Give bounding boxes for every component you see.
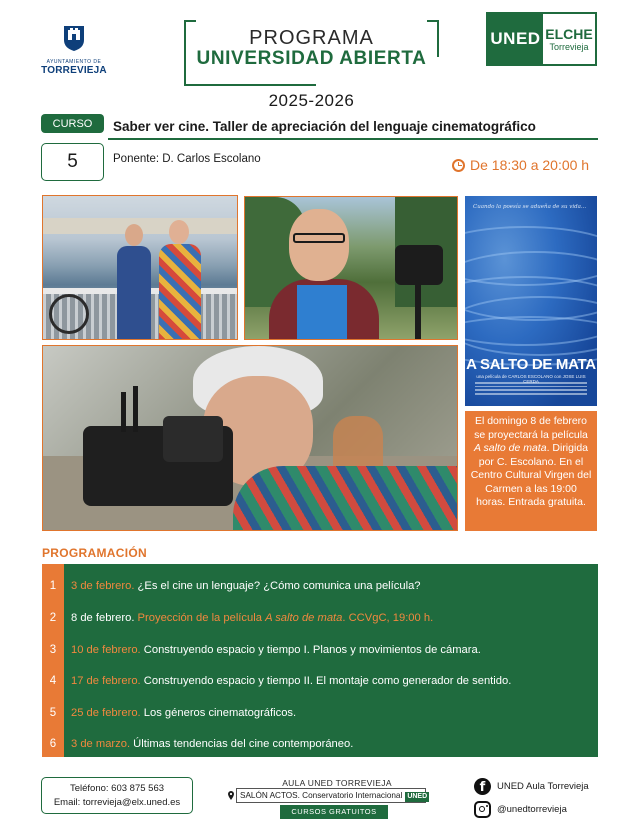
logo-name: TORREVIEJA [41, 65, 107, 76]
course-title: Saber ver cine. Taller de apreciación del lenguaje cinematográfico [113, 119, 536, 134]
academic-year: 2025-2026 [268, 91, 355, 110]
schedule [452, 157, 589, 173]
session-row [42, 602, 598, 634]
session-number: 3 [49, 644, 57, 656]
info-text-1: El domingo 8 de febrero se proyectará la película [474, 415, 588, 441]
info-text-2: . Dirigida por C. Escolano. En el Centro Cultural Virgen del Carmen a las 19:00 horas. Entrada gratuita. [470, 442, 592, 508]
session-row [42, 728, 598, 760]
schedule-text: De 18:30 a 20:00 h [470, 157, 590, 173]
instagram-icon [474, 801, 491, 818]
screening-info [465, 411, 597, 531]
programa-title-block [184, 20, 439, 110]
photo-man-with-camera [244, 196, 458, 340]
poster-credits [475, 382, 587, 400]
instagram-handle: @unedtorrevieja [497, 804, 567, 815]
email-link[interactable]: Email: torrevieja@elx.uned.es [53, 797, 181, 808]
photo-man-at-cinema-camera [42, 345, 458, 531]
session-topic: Construyendo espacio y tiempo II. El montaje como generador de sentido. [140, 675, 512, 687]
venue-title: AULA UNED TORREVIEJA [282, 778, 392, 788]
location-pin-icon [228, 791, 234, 800]
phone: Teléfono: 603 875 563 [69, 783, 165, 794]
contact-box [41, 777, 193, 814]
session-date: 3 de marzo. [71, 738, 131, 750]
session-row [42, 634, 598, 666]
divider [108, 138, 598, 140]
crest-icon [62, 24, 86, 52]
session-row [42, 697, 598, 729]
programacion-heading: PROGRAMACIÓN [42, 546, 147, 560]
session-row [42, 570, 598, 602]
logo-subtitle: AYUNTAMIENTO DE [46, 59, 102, 65]
session-number: 6 [49, 738, 57, 750]
session-number: 2 [49, 612, 57, 624]
programa-name: UNIVERSIDAD ABIERTA [196, 48, 427, 69]
facebook-handle: UNED Aula Torrevieja [497, 781, 589, 792]
venue-place [236, 788, 426, 803]
session-topic: Construyendo espacio y tiempo I. Planos y movimientos de cámara. [140, 644, 481, 656]
session-date: 10 de febrero. [71, 644, 141, 656]
venue-block [226, 778, 426, 820]
poster-title: A SALTO DE MATA [466, 356, 596, 373]
session-number: 1 [49, 580, 57, 592]
instagram-link[interactable] [474, 801, 567, 818]
venue-place-text: SALÓN ACTOS. Conservatorio Internacional [240, 791, 403, 800]
schedule-table [42, 564, 598, 757]
poster-tagline: Cuando la poesía se adueña de su vida... [473, 204, 587, 210]
speaker: Ponente: D. Carlos Escolano [113, 153, 261, 165]
session-topic: Los géneros cinematográficos. [140, 707, 297, 719]
torrevieja-logo [36, 24, 112, 76]
facebook-icon: f [474, 778, 491, 795]
uned-mini-logo: UNED [407, 793, 428, 800]
uned-logo-text: UNED [488, 14, 543, 64]
programa-label: PROGRAMA [249, 27, 374, 49]
session-date: 8 de febrero. [71, 612, 135, 624]
curso-badge: CURSO [41, 114, 104, 133]
session-row [42, 665, 598, 697]
session-date: 17 de febrero. [71, 675, 141, 687]
session-topic: ¿Es el cine un lenguaje? ¿Cómo comunica una película? [134, 580, 421, 592]
session-film-title: A salto de mata [265, 612, 343, 624]
session-number: 4 [49, 675, 57, 687]
uned-logo-city: ELCHE [545, 26, 593, 42]
photo-two-men-seaside [42, 195, 238, 340]
info-film-title: A salto de mata [473, 442, 547, 454]
facebook-link[interactable] [474, 778, 589, 795]
session-topic-a: Proyección de la película [134, 612, 266, 624]
free-courses-bar: CURSOS GRATUITOS [280, 805, 388, 819]
uned-logo-sub: Torrevieja [549, 42, 589, 52]
film-poster [465, 196, 597, 406]
poster-subtitle: una película de CARLOS ESCOLANO con JOSE LUIS [476, 374, 586, 379]
clock-icon [452, 159, 465, 172]
session-number: 5 [49, 707, 57, 719]
session-topic: Últimas tendencias del cine contemporáneo. [130, 738, 354, 750]
session-topic-b: . CCVgC, 19:00 h. [342, 612, 434, 624]
session-date: 25 de febrero. [71, 707, 141, 719]
course-number: 5 [41, 143, 104, 181]
uned-elche-logo [486, 12, 597, 66]
session-date: 3 de febrero. [71, 580, 135, 592]
